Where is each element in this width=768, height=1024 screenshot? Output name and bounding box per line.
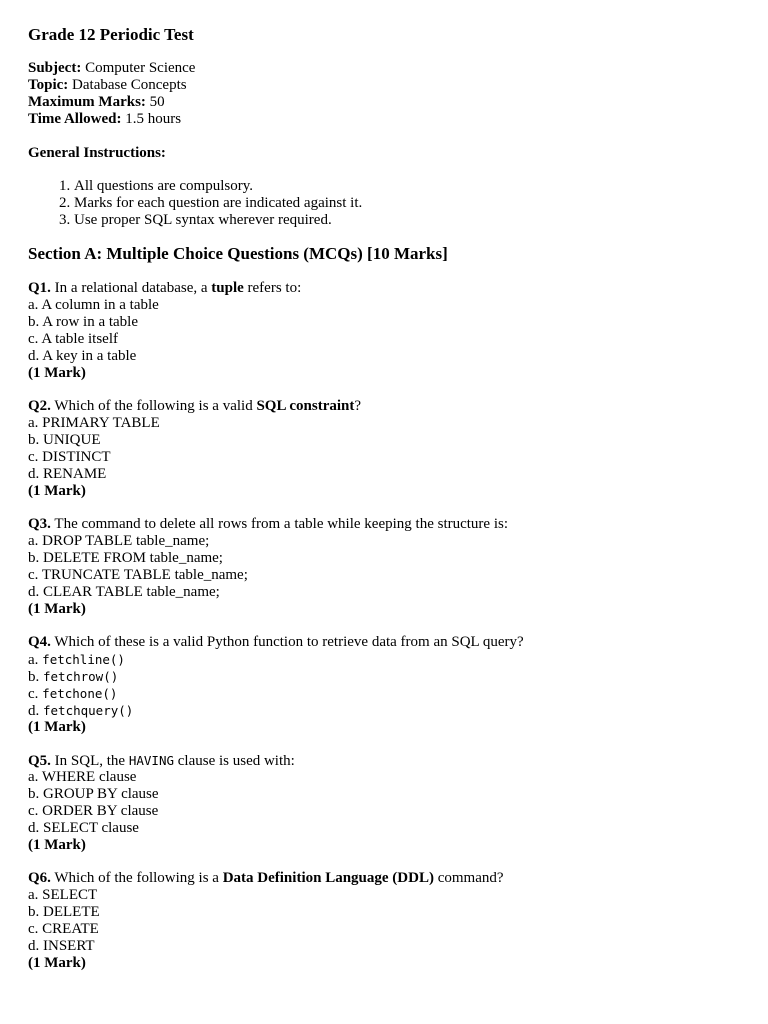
- option-letter: b.: [28, 669, 43, 685]
- option-letter: a.: [28, 652, 43, 668]
- option-text: fetchquery(): [43, 703, 134, 718]
- option-text: GROUP BY clause: [43, 786, 159, 802]
- option-text: TRUNCATE TABLE table_name;: [41, 567, 248, 583]
- question-marks: (1 Mark): [28, 365, 86, 381]
- meta-label: Subject:: [28, 60, 82, 76]
- option-letter: c.: [28, 803, 43, 819]
- question-block: [28, 516, 748, 618]
- answer-option: [28, 820, 748, 837]
- option-letter: c.: [28, 686, 43, 702]
- option-text: RENAME: [43, 466, 107, 482]
- question-text-part: refers to:: [243, 280, 302, 296]
- answer-option: [28, 921, 748, 938]
- answer-option: [28, 887, 748, 904]
- option-text: DISTINCT: [42, 449, 111, 465]
- option-text: CLEAR TABLE table_name;: [43, 584, 220, 600]
- question-list: [28, 280, 748, 972]
- option-text: A column in a table: [41, 297, 159, 313]
- question-marks: (1 Mark): [28, 837, 86, 853]
- answer-option: [28, 803, 748, 820]
- meta-label: Topic:: [28, 77, 69, 93]
- answer-option: [28, 331, 748, 348]
- answer-option: [28, 432, 748, 449]
- option-text: INSERT: [43, 938, 95, 954]
- answer-option: [28, 449, 748, 466]
- question-text: [28, 398, 748, 415]
- question-text: [28, 516, 748, 533]
- option-letter: a.: [28, 415, 43, 431]
- question-number: Q2.: [28, 398, 51, 414]
- instruction-item: 2. Marks for each question are indicated against it.: [74, 195, 748, 212]
- question-text: [28, 280, 748, 297]
- meta-topic: [28, 77, 748, 94]
- answer-option: [28, 685, 748, 702]
- question-text-part: Which of the following is a: [50, 870, 223, 886]
- meta-value: 1.5 hours: [125, 111, 182, 127]
- option-text: DELETE FROM table_name;: [43, 550, 223, 566]
- question-text-part: Which of these is a valid Python function to retrieve data from an SQL query?: [50, 634, 524, 650]
- option-letter: a.: [28, 533, 43, 549]
- option-letter: b.: [28, 314, 43, 330]
- instructions-list: [28, 178, 748, 229]
- question-number: Q1.: [28, 280, 51, 296]
- option-letter: c.: [28, 331, 42, 347]
- option-text: fetchrow(): [43, 669, 119, 684]
- question-block: [28, 634, 748, 736]
- option-text: WHERE clause: [41, 769, 137, 785]
- option-letter: d.: [28, 348, 43, 364]
- answer-option: [28, 769, 748, 786]
- answer-option: [28, 938, 748, 955]
- question-key-term: SQL constraint: [256, 398, 355, 414]
- answer-option: [28, 297, 748, 314]
- option-letter: a.: [28, 769, 42, 785]
- test-meta: [28, 60, 748, 128]
- question-text-part: clause is used with:: [174, 753, 295, 769]
- answer-option: [28, 348, 748, 365]
- meta-subject: [28, 60, 748, 77]
- question-text: [28, 870, 748, 887]
- option-letter: b.: [28, 550, 43, 566]
- option-text: PRIMARY TABLE: [42, 415, 160, 431]
- option-text: fetchline(): [42, 652, 125, 667]
- option-text: A row in a table: [42, 314, 138, 330]
- question-text: [28, 634, 748, 651]
- answer-option: [28, 904, 748, 921]
- answer-option: [28, 533, 748, 550]
- question-text: [28, 752, 748, 769]
- option-letter: b.: [28, 432, 43, 448]
- question-code-term: HAVING: [128, 753, 174, 768]
- question-marks: (1 Mark): [28, 719, 86, 735]
- meta-value: Computer Science: [85, 60, 196, 76]
- question-text-part: In SQL, the: [50, 753, 129, 769]
- answer-option: [28, 786, 748, 803]
- meta-label: Maximum Marks:: [28, 94, 146, 110]
- meta-time-allowed: [28, 111, 748, 128]
- question-number: Q3.: [28, 516, 51, 532]
- option-text: A key in a table: [42, 348, 137, 364]
- answer-option: [28, 550, 748, 567]
- option-text: CREATE: [42, 921, 99, 937]
- question-marks: (1 Mark): [28, 955, 86, 971]
- answer-option: [28, 651, 748, 668]
- option-letter: c.: [28, 449, 43, 465]
- answer-option: [28, 702, 748, 719]
- instruction-item: 3. Use proper SQL syntax wherever required.: [74, 212, 748, 229]
- option-letter: b.: [28, 786, 43, 802]
- option-letter: b.: [28, 904, 43, 920]
- answer-option: [28, 567, 748, 584]
- section-a-title: Section A: Multiple Choice Questions (MCQs) [10 Marks]: [28, 244, 448, 263]
- question-marks: (1 Mark): [28, 601, 86, 617]
- answer-option: [28, 415, 748, 432]
- option-letter: c.: [28, 921, 43, 937]
- option-text: UNIQUE: [43, 432, 101, 448]
- option-letter: d.: [28, 584, 43, 600]
- option-text: DELETE: [43, 904, 100, 920]
- option-letter: d.: [28, 466, 43, 482]
- option-text: ORDER BY clause: [42, 803, 159, 819]
- question-marks: (1 Mark): [28, 483, 86, 499]
- answer-option: [28, 314, 748, 331]
- question-text-part: Which of the following is a valid: [50, 398, 257, 414]
- instructions-heading: General Instructions:: [28, 145, 166, 161]
- option-letter: d.: [28, 938, 43, 954]
- question-block: [28, 280, 748, 382]
- meta-value: 50: [149, 94, 165, 110]
- meta-value: Database Concepts: [72, 77, 187, 93]
- question-text-part: ?: [354, 398, 362, 414]
- page-title: Grade 12 Periodic Test: [28, 25, 194, 44]
- instruction-item: 1. All questions are compulsory.: [74, 178, 748, 195]
- question-block: [28, 752, 748, 854]
- question-text-part: command?: [433, 870, 504, 886]
- question-number: Q4.: [28, 634, 51, 650]
- option-letter: d.: [28, 820, 43, 836]
- option-text: DROP TABLE table_name;: [42, 533, 210, 549]
- question-block: [28, 398, 748, 500]
- answer-option: [28, 466, 748, 483]
- meta-label: Time Allowed:: [28, 111, 122, 127]
- question-block: [28, 870, 748, 972]
- option-letter: a.: [28, 297, 42, 313]
- answer-option: [28, 668, 748, 685]
- question-key-term: Data Definition Language (DDL): [222, 870, 434, 886]
- question-text-part: The command to delete all rows from a table while keeping the structure is:: [50, 516, 509, 532]
- test-document: [28, 25, 748, 972]
- option-text: fetchone(): [42, 686, 118, 701]
- option-letter: d.: [28, 703, 43, 719]
- question-number: Q5.: [28, 753, 51, 769]
- option-text: A table itself: [41, 331, 118, 347]
- option-text: SELECT clause: [43, 820, 139, 836]
- meta-maximum-marks: [28, 94, 748, 111]
- option-text: SELECT: [42, 887, 98, 903]
- answer-option: [28, 584, 748, 601]
- question-number: Q6.: [28, 870, 51, 886]
- option-letter: c.: [28, 567, 42, 583]
- option-letter: a.: [28, 887, 43, 903]
- question-key-term: tuple: [211, 280, 244, 296]
- question-text-part: In a relational database, a: [50, 280, 212, 296]
